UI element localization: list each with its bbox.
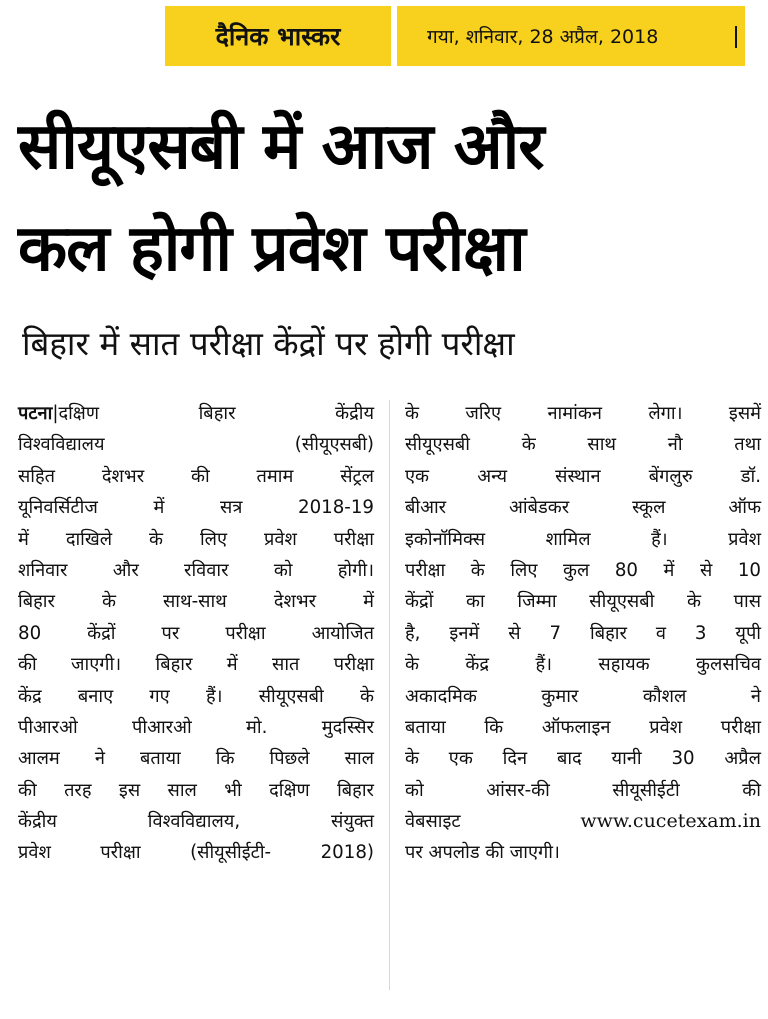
article-line: के एक दिन बाद यानी 30 अप्रैल (405, 748, 761, 770)
article-line: केंद्र बनाए गए हैं। सीयूएसबी के (18, 685, 374, 707)
masthead (165, 6, 745, 66)
article-line: केंद्रों का जिम्मा सीयूएसबी के पास (405, 591, 761, 613)
article-line: एक अन्य संस्थान बेंगलुरु डॉ. (405, 465, 761, 487)
place-dateline: पटना (18, 403, 53, 424)
article-line: पीआरओ पीआरओ मो. मुदस्सिर (18, 716, 374, 738)
dateline: गया, शनिवार, 28 अप्रैल, 2018 (427, 26, 659, 48)
article-line: प्रवेश परीक्षा (सीयूसीईटी- 2018) (18, 842, 374, 864)
article-line: पर अपलोड की जाएगी। (405, 842, 560, 864)
article-line: के जरिए नामांकन लेगा। इसमें (405, 403, 761, 424)
headline (18, 96, 758, 300)
website-url: www.cucetexam.in (580, 810, 761, 833)
article-line: केंद्रीय विश्वविद्यालय, संयुक्त (18, 811, 374, 833)
headline-line-1: सीयूएसबी में आज और (18, 110, 544, 184)
logo-text: दैनिक भास्कर (215, 22, 341, 51)
subheadline: बिहार में सात परीक्षा केंद्रों पर होगी परीक्षा (22, 324, 515, 363)
article-line: इकोनॉमिक्स शामिल हैं। प्रवेश (405, 528, 761, 550)
article-line: है, इनमें से 7 बिहार व 3 यूपी (405, 622, 761, 644)
article-line (405, 806, 761, 837)
article-line: के केंद्र हैं। सहायक कुलसचिव (405, 654, 761, 676)
headline-line-2: कल होगी प्रवेश परीक्षा (18, 212, 525, 286)
article-line: में दाखिले के लिए प्रवेश परीक्षा (18, 528, 374, 550)
website-label: वेबसाइट (405, 811, 461, 833)
article-column-left (18, 398, 374, 869)
article-line: सहित देशभर की तमाम सेंट्रल (18, 465, 374, 487)
article-line: परीक्षा के लिए कुल 80 में से 10 (405, 559, 761, 581)
article-line: आलम ने बताया कि पिछले साल (18, 748, 374, 770)
article-line: को आंसर-की सीयूसीईटी की (405, 779, 761, 801)
newspaper-logo (165, 6, 391, 66)
article-line: सीयूएसबी के साथ नौ तथा (405, 434, 761, 456)
article-line (18, 398, 374, 429)
article-line: अकादमिक कुमार कौशल ने (405, 685, 761, 707)
article-line: 80 केंद्रों पर परीक्षा आयोजित (18, 622, 374, 644)
article-line: की तरह इस साल भी दक्षिण बिहार (18, 779, 374, 801)
article-column-right (405, 398, 761, 869)
article-line: विश्वविद्यालय (सीयूएसबी) (18, 434, 374, 456)
dateline-box (397, 6, 745, 66)
article-line: बिहार के साथ-साथ देशभर में (18, 591, 374, 613)
article-line: शनिवार और रविवार को होगी। (18, 559, 374, 581)
article-line: की जाएगी। बिहार में सात परीक्षा (18, 654, 374, 676)
dateline-bar (735, 26, 737, 48)
article-line: बताया कि ऑफलाइन प्रवेश परीक्षा (405, 716, 761, 738)
article-line: यूनिवर्सिटीज में सत्र 2018-19 (18, 497, 374, 519)
column-divider (389, 400, 390, 990)
article-line-text: |दक्षिण बिहार केंद्रीय (52, 403, 374, 424)
article-line: बीआर आंबेडकर स्कूल ऑफ (405, 497, 761, 519)
